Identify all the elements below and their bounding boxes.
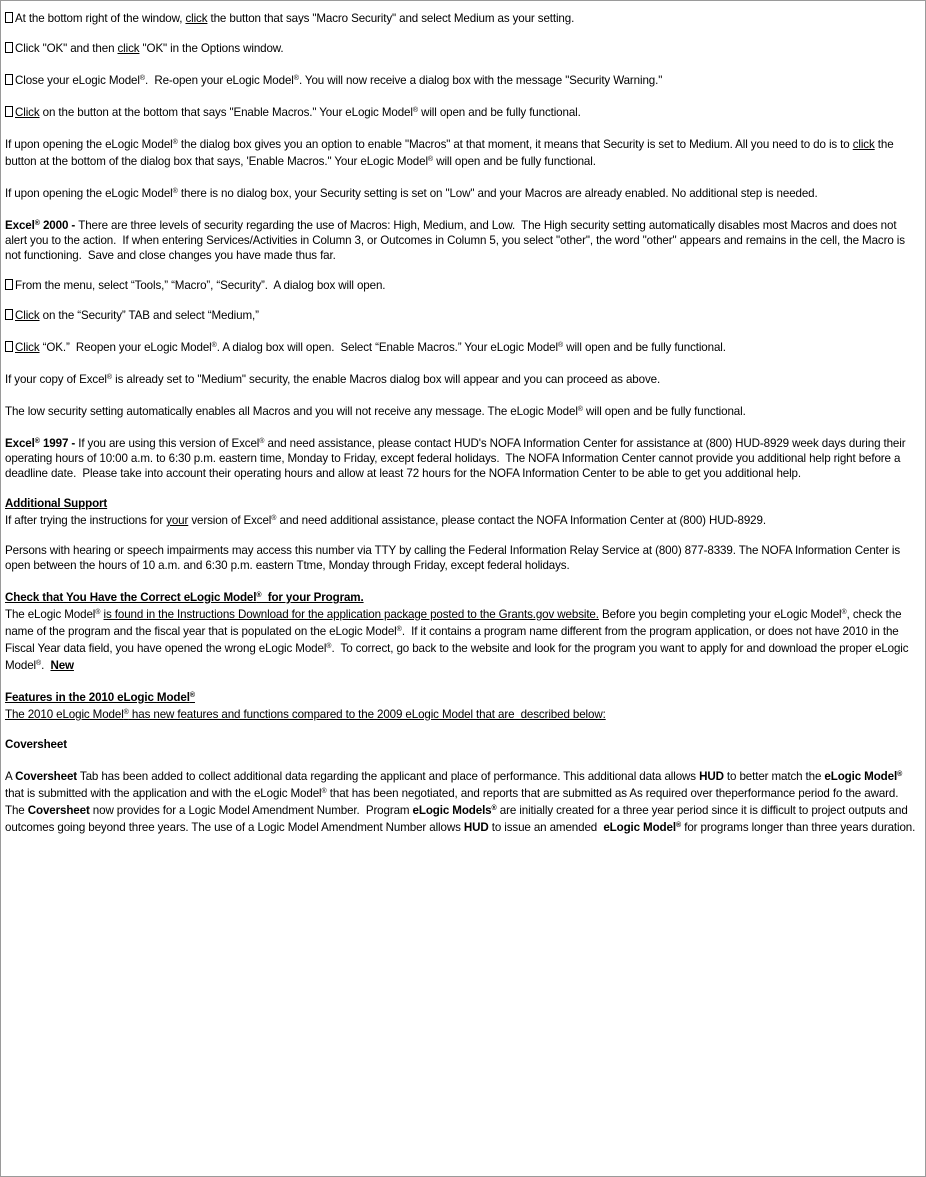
- text-run: on the “Security” TAB and select “Medium,”: [39, 309, 259, 322]
- text-run: "OK" in the Options window.: [139, 42, 284, 55]
- text-run: Coversheet: [15, 770, 78, 783]
- text-run: Click "OK" and then: [15, 42, 118, 55]
- missing-glyph-bullet-icon: [5, 309, 13, 320]
- text-run: If your copy of Excel® is already set to "Medium" security, the enable Macros dialog box will appear and you can proceed as above.: [5, 373, 661, 386]
- paragraph: [5, 103, 920, 120]
- text-run: Click: [15, 309, 40, 322]
- text-run: If upon opening the eLogic Model® there is no dialog box, your Security setting is set on "Low" and your Macros are already enabled. No additional step is needed.: [5, 187, 818, 200]
- text-run: Check that You Have the Correct eLogic Model® for your Program.: [5, 591, 364, 604]
- missing-glyph-bullet-icon: [5, 42, 13, 53]
- text-run: Coversheet: [5, 738, 67, 751]
- paragraph: [5, 402, 920, 419]
- paragraph: [5, 11, 920, 26]
- registered-trademark-symbol: ®: [35, 660, 42, 667]
- paragraph: [5, 71, 920, 88]
- text-run: for programs longer than three years duration.: [681, 821, 916, 834]
- registered-trademark-symbol: ®: [321, 788, 327, 795]
- text-run: There are three levels of security regarding the use of Macros: High, Medium, and Low. The High security setting automatically disables most Macros and does not alert you to the action. If when entering Services/Activities in Column 3, or Outcomes in Column 5, you select "other", the word "other" appears and remains in the cell, the Macro is not functioning. Save and close changes you have made thus far.: [5, 219, 905, 262]
- text-run: Before you begin completing your eLogic Model®, check the name of the program and the fiscal year that is populated on the eLogic Model®. If it contains a program name different from the program application, or does not have 2010 in the Fiscal Year data field, you have opened the wrong eLogic Model®. To correct, go back to the website and look for the program you want to apply for and download the proper eLogic Model®.: [5, 608, 909, 672]
- missing-glyph-bullet-icon: [5, 74, 13, 85]
- paragraph: [5, 41, 920, 56]
- paragraph: [5, 338, 920, 355]
- text-run: your: [166, 514, 189, 527]
- paragraph: [5, 278, 920, 293]
- registered-trademark-symbol: ®: [675, 822, 682, 829]
- registered-trademark-symbol: ®: [211, 342, 217, 349]
- paragraph: [5, 370, 920, 387]
- text-run: is found in the Instructions Download for the application package posted to the Grants.gov website.: [103, 608, 599, 621]
- text-run: Excel® 2000 -: [5, 219, 79, 232]
- paragraph: [5, 767, 920, 835]
- missing-glyph-bullet-icon: [5, 106, 13, 117]
- text-run: the button that says "Macro Security" and select Medium as your setting.: [207, 12, 575, 25]
- paragraph: [5, 705, 920, 722]
- registered-trademark-symbol: ®: [34, 220, 40, 227]
- text-run: If upon opening the eLogic Model® the dialog box gives you an option to enable "Macros" at that moment, it means that Security is set to Medium. All you need to do is to: [5, 138, 853, 151]
- section-heading: [5, 688, 920, 705]
- paragraph: [5, 308, 920, 323]
- text-run: Click: [15, 106, 40, 119]
- text-run: The low security setting automatically enables all Macros and you will not receive any message. The eLogic Model® will open and be fully functional.: [5, 405, 746, 418]
- registered-trademark-symbol: ®: [189, 692, 195, 699]
- registered-trademark-symbol: ®: [412, 107, 418, 114]
- text-run: are initially created for a three year period since it is difficult to project outputs and outcomes going beyond three years. The use of a Logic Model Amendment Number allows: [5, 804, 908, 834]
- section-heading: [5, 588, 920, 605]
- registered-trademark-symbol: ®: [427, 156, 434, 163]
- missing-glyph-bullet-icon: [5, 279, 13, 290]
- text-run: the button at the bottom of the dialog box that says, 'Enable Macros." Your eLogic Model® will open and be fully functional.: [5, 138, 894, 168]
- registered-trademark-symbol: ®: [491, 805, 497, 812]
- text-run: Features in the 2010 eLogic Model®: [5, 691, 195, 704]
- registered-trademark-symbol: ®: [95, 609, 101, 616]
- paragraph: [5, 605, 920, 673]
- text-run: eLogic Models®: [412, 804, 497, 817]
- text-run: click: [117, 42, 140, 55]
- section-heading: [5, 737, 920, 752]
- text-run: If after trying the instructions for: [5, 514, 167, 527]
- document-body: [1, 1, 925, 835]
- text-run: The 2010 eLogic Model® has new features and functions compared to the 2009 eLogic Model that are described below:: [5, 708, 606, 721]
- paragraph: [5, 511, 920, 528]
- text-run: click: [852, 138, 875, 151]
- paragraph: [5, 184, 920, 201]
- registered-trademark-symbol: ®: [123, 709, 129, 716]
- registered-trademark-symbol: ®: [34, 438, 40, 445]
- text-run: eLogic Model®: [603, 821, 682, 834]
- text-run: Close your eLogic Model®. Re-open your eLogic Model®. You will now receive a dialog box with the message "Security Warning.": [15, 74, 663, 87]
- registered-trademark-symbol: ®: [106, 374, 113, 381]
- registered-trademark-symbol: ®: [326, 643, 332, 650]
- text-run: eLogic Model®: [824, 770, 903, 783]
- paragraph: [5, 434, 920, 481]
- registered-trademark-symbol: ®: [256, 592, 262, 599]
- text-run: A: [5, 770, 16, 783]
- text-run: to issue an amended: [488, 821, 604, 834]
- text-run: click: [185, 12, 208, 25]
- text-run: on the button at the bottom that says "Enable Macros." Your eLogic Model® will open and be fully functional.: [39, 106, 581, 119]
- registered-trademark-symbol: ®: [172, 139, 178, 146]
- text-run: The eLogic Model®: [5, 608, 101, 621]
- registered-trademark-symbol: ®: [271, 515, 277, 522]
- text-run: that is submitted with the application and with the eLogic Model® that has been negotiated, and reports that are submitted as As required over theperformance period fo the award. The: [5, 787, 902, 817]
- missing-glyph-bullet-icon: [5, 12, 13, 23]
- text-run: Coversheet: [27, 804, 90, 817]
- section-heading: [5, 496, 920, 511]
- text-run: At the bottom right of the window,: [15, 12, 186, 25]
- registered-trademark-symbol: ®: [139, 75, 146, 82]
- missing-glyph-bullet-icon: [5, 341, 13, 352]
- text-run: Tab has been added to collect additional data regarding the applicant and place of performance. This additional data allows: [77, 770, 700, 783]
- text-run: to better match the: [723, 770, 825, 783]
- registered-trademark-symbol: ®: [259, 438, 265, 445]
- text-run: From the menu, select “Tools,” “Macro”, “Security”. A dialog box will open.: [15, 279, 386, 292]
- paragraph: [5, 543, 920, 573]
- text-run: Persons with hearing or speech impairments may access this number via TTY by calling the Federal Information Relay Service at (800) 877-8339. The NOFA Information Center is open between the hours of 10 a.m. and 6:30 p.m. eastern Ttme, Monday through Friday, except federal holidays.: [5, 544, 901, 572]
- paragraph: [5, 216, 920, 263]
- text-run: HUD: [699, 770, 724, 783]
- text-run: Additional Support: [5, 497, 108, 510]
- registered-trademark-symbol: ®: [293, 75, 299, 82]
- registered-trademark-symbol: ®: [841, 609, 847, 616]
- text-run: Click: [15, 341, 40, 354]
- registered-trademark-symbol: ®: [396, 626, 402, 633]
- registered-trademark-symbol: ®: [897, 771, 903, 778]
- text-run: “OK.” Reopen your eLogic Model®. A dialog box will open. Select “Enable Macros.” Your eLogic Model® will open and be fully functional.: [39, 341, 726, 354]
- registered-trademark-symbol: ®: [577, 406, 583, 413]
- registered-trademark-symbol: ®: [172, 188, 178, 195]
- text-run: New: [50, 659, 74, 672]
- text-run: If you are using this version of Excel® and need assistance, please contact HUD's NOFA Information Center for assistance at (800) HUD-8929 week days during their operating hours of 10:00 a.m. to 6:30 p.m. eastern time, Monday to Friday, except federal holidays. The NOFA Information Center cannot provide you additional help right before a deadline date. Please take into account their operating hours and allow at least 72 hours for the NOFA Information Center to be able to get you additional help.: [5, 437, 906, 480]
- text-run: version of Excel® and need additional assistance, please contact the NOFA Information Center at (800) HUD-8929.: [188, 514, 766, 527]
- paragraph: [5, 135, 920, 169]
- text-run: Excel® 1997 -: [5, 437, 79, 450]
- text-run: HUD: [463, 821, 489, 834]
- registered-trademark-symbol: ®: [557, 342, 564, 349]
- text-run: now provides for a Logic Model Amendment Number. Program: [89, 804, 413, 817]
